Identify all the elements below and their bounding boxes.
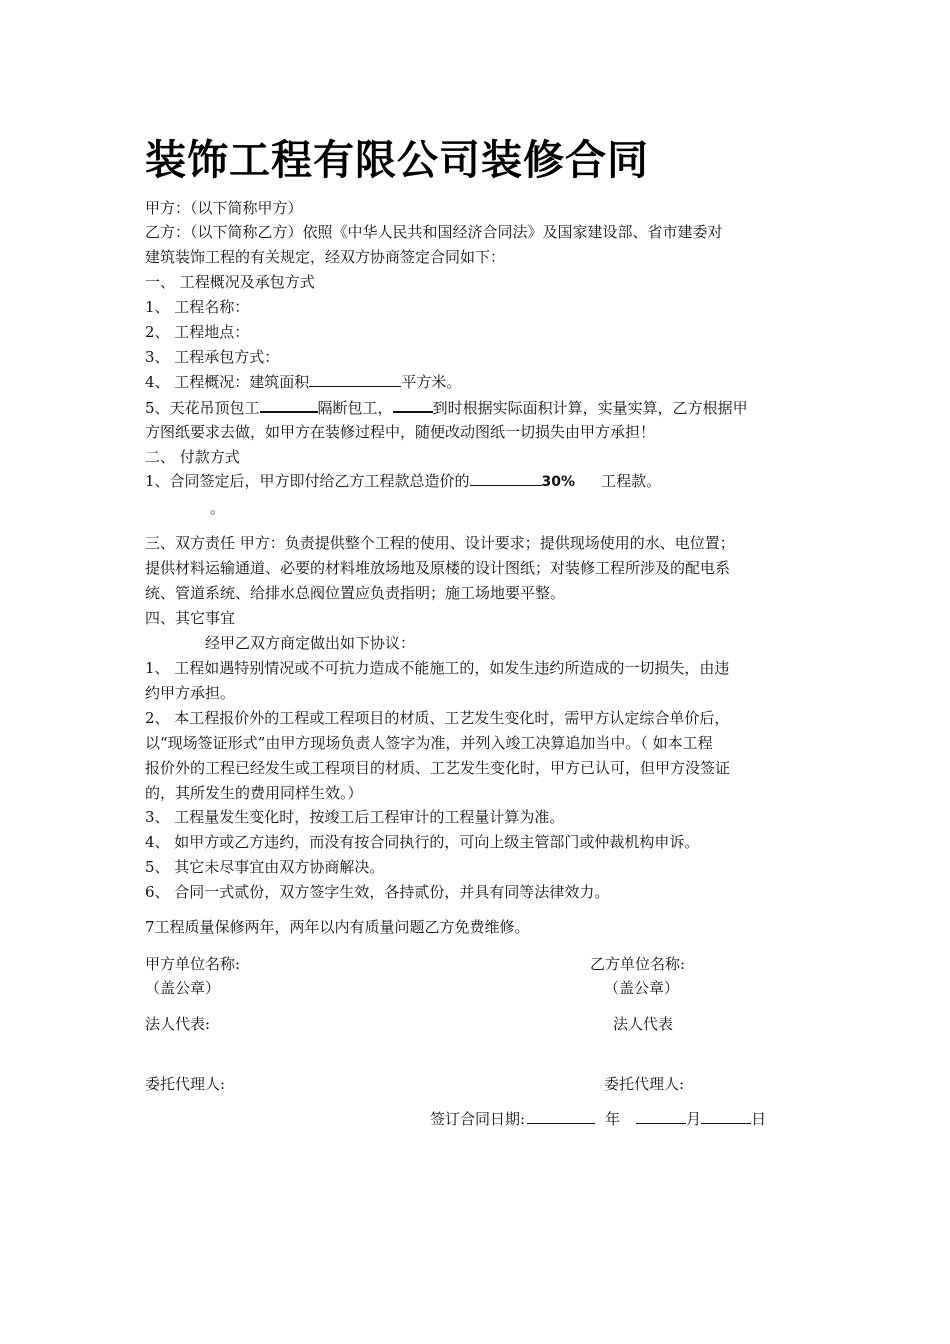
item-1-4-text: 4、 工程概况：建筑面积 — [145, 373, 310, 391]
month-blank — [636, 1108, 686, 1124]
item-4-2-line-4: 的，其所发生的费用同样生效。） — [145, 784, 363, 802]
ceiling-blank — [260, 396, 318, 413]
item-4-1-line-2: 约甲方承担。 — [145, 684, 236, 702]
item-4-2-line-3: 报价外的工程已经发生或工程项目的材质、工艺发生变化时，甲方已认可，但甲方没签证 — [145, 759, 731, 777]
item-2-1-text-a: 1、合同签定后，甲方即付给乙方工程款总造价的 — [145, 472, 470, 490]
item-4-7: 7工程质量保修两年，两年以内有质量问题乙方免费维修。 — [145, 918, 530, 936]
section-3-line-3: 统、管道系统、给排水总阀位置应负责指明；施工场地要平整。 — [145, 584, 566, 602]
item-4-6: 6、 合同一式贰份，双方签字生效，各持贰份，并具有同等法律效力。 — [145, 883, 610, 901]
item-2-1-text-c: 工程款。 — [601, 472, 662, 490]
item-2-1 — [145, 470, 661, 493]
item-4-2-line-1: 2、 本工程报价外的工程或工程项目的材质、工艺发生变化时，需甲方认定综合单价后， — [145, 709, 730, 727]
item-4-1-line-1: 1、 工程如遇特别情况或不可抗力造成不能施工的，如发生违约所造成的一切损失，由违 — [145, 659, 730, 677]
month-label: 月 — [686, 1110, 702, 1128]
item-1-5 — [145, 396, 748, 419]
payment-blank — [470, 470, 542, 486]
day-blank — [701, 1108, 751, 1124]
item-1-5-text-a: 5、天花吊顶包工 — [145, 399, 260, 417]
signing-date-label: 签订合同日期: — [430, 1110, 526, 1128]
item-4-3: 3、 工程量发生变化时，按竣工后工程审计的工程量计算为准。 — [145, 808, 565, 826]
item-4-5: 5、 其它未尽事宜由双方协商解决。 — [145, 858, 385, 876]
section-3-line-1: 三、双方责任 甲方：负责提供整个工程的使用、设计要求；提供现场使用的水、电位置； — [145, 534, 735, 552]
item-1-5-text-c: 到时根据实际面积计算，实量实算，乙方根据甲 — [432, 399, 748, 417]
party-a-legal-label: 法人代表: — [145, 1015, 211, 1033]
item-1-1: 1、 工程名称： — [145, 298, 250, 316]
item-1-3: 3、 工程承包方式： — [145, 348, 280, 366]
item-4-4: 4、 如甲方或乙方违约，而没有按合同执行的，可向上级主管部门或仲裁机构申诉。 — [145, 833, 700, 851]
item-1-5-text-b: 隔断包工， — [317, 399, 393, 417]
party-b-agent-label: 委托代理人: — [604, 1075, 685, 1093]
party-b-line-1: 乙方：（以下简称乙方）依照《中华人民共和国经济合同法》及国家建设部、省市建委对 — [145, 223, 723, 241]
party-a-agent-label: 委托代理人: — [145, 1075, 226, 1093]
section-3-line-2: 提供材料运输通道、必要的材料堆放场地及原楼的设计图纸；对装修工程所涉及的配电系 — [145, 559, 731, 577]
year-blank — [527, 1108, 595, 1124]
item-1-5-cont: 方图纸要求去做，如甲方在装修过程中，随便改动图纸一切损失由甲方承担！ — [145, 423, 656, 441]
signing-date-line — [430, 1108, 766, 1130]
partition-blank — [393, 396, 433, 413]
item-1-4 — [145, 371, 461, 393]
section-4-intro: 经甲乙双方商定做出如下协议： — [205, 634, 416, 652]
area-blank — [309, 371, 401, 387]
party-b-legal-label: 法人代表 — [613, 1015, 674, 1033]
party-b-seal-label: （盖公章） — [604, 979, 680, 997]
item-4-2-line-2: 以“现场签证形式”由甲方现场负责人签字为准，并列入竣工决算追加当中。（ 如本工程 — [145, 734, 713, 752]
document-title: 装饰工程有限公司装修合同 — [145, 136, 649, 184]
party-a-seal-label: （盖公章） — [145, 979, 221, 997]
section-1-heading: 一、 工程概况及承包方式 — [145, 273, 315, 291]
item-1-4-unit: 平方米。 — [401, 373, 462, 391]
party-b-unit-label: 乙方单位名称: — [590, 955, 686, 973]
section-4-heading: 四、其它事宜 — [145, 609, 236, 627]
day-label: 日 — [751, 1110, 767, 1128]
party-a-line: 甲方：（以下简称甲方） — [145, 199, 303, 217]
stray-period: 。 — [210, 499, 226, 517]
party-b-line-2: 建筑装饰工程的有关规定，经双方协商签定合同如下： — [145, 248, 506, 266]
year-label: 年 — [605, 1110, 621, 1128]
party-a-unit-label: 甲方单位名称: — [145, 955, 241, 973]
payment-percent: 30% — [541, 474, 576, 490]
item-1-2: 2、 工程地点： — [145, 323, 250, 341]
section-2-heading: 二、 付款方式 — [145, 448, 240, 466]
